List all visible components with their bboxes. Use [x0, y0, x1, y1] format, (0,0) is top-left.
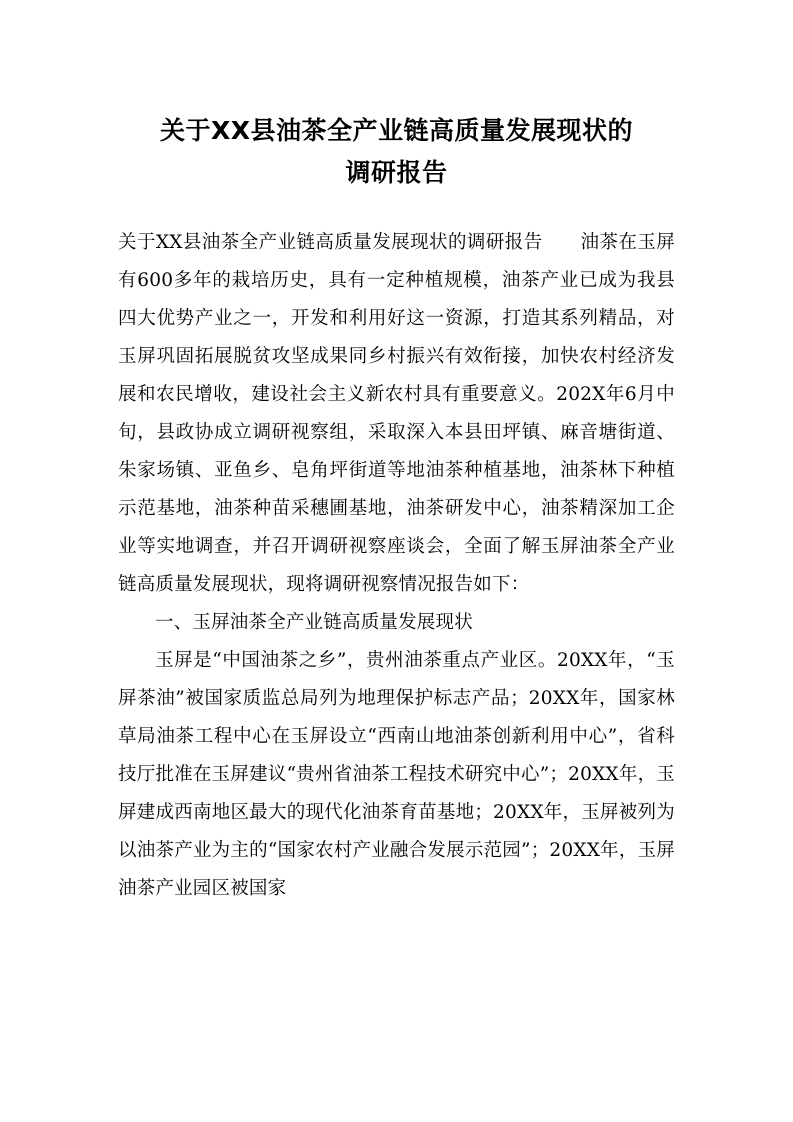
paragraph-intro: 关于XX县油茶全产业链高质量发展现状的调研报告 油茶在玉屏有600多年的栽培历史，具有一定种植规模，油茶产业已成为我县四大优势产业之一，开发和利用好这一资源，打造其系列精品，对玉屏巩固拓展脱贫攻坚成果同乡村振兴有效衔接，加快农村经济发展和农民增收，建设社会主义新农村具有重要意义。202X年6月中旬，县政协成立调研视察组，采取深入本县田坪镇、麻音塘街道、朱家场镇、亚鱼乡、皂角坪街道等地油茶种植基地，油茶林下种植示范基地，油茶种苗采穗圃基地，油茶研发中心，油茶精深加工企业等实地调查，并召开调研视察座谈会，全面了解玉屏油茶全产业链高质量发展现状，现将调研视察情况报告如下： [118, 232, 675, 595]
paragraph-section-1-heading: 一、玉屏油茶全产业链高质量发展现状 [155, 612, 473, 633]
page-title-line-2: 调研报告 [345, 158, 448, 187]
page-title-line-1: 关于XX县油茶全产业链高质量发展现状的 [159, 116, 634, 145]
paragraph-section-1-body: 玉屏是“中国油茶之乡”，贵州油茶重点产业区。20XX年，“玉屏茶油”被国家质监总局列为地理保护标志产品；20XX年，国家林草局油茶工程中心在玉屏设立“西南山地油茶创新利用中心”，省科技厅批准在玉屏建议“贵州省油茶工程技术研究中心”；20XX年，玉屏建成西南地区最大的现代化油茶育苗基地；20XX年，玉屏被列为以油茶产业为主的“国家农村产业融合发展示范园”；20XX年，玉屏油茶产业园区被国家 [118, 650, 675, 899]
page-title [118, 110, 675, 194]
document-body [118, 224, 675, 908]
